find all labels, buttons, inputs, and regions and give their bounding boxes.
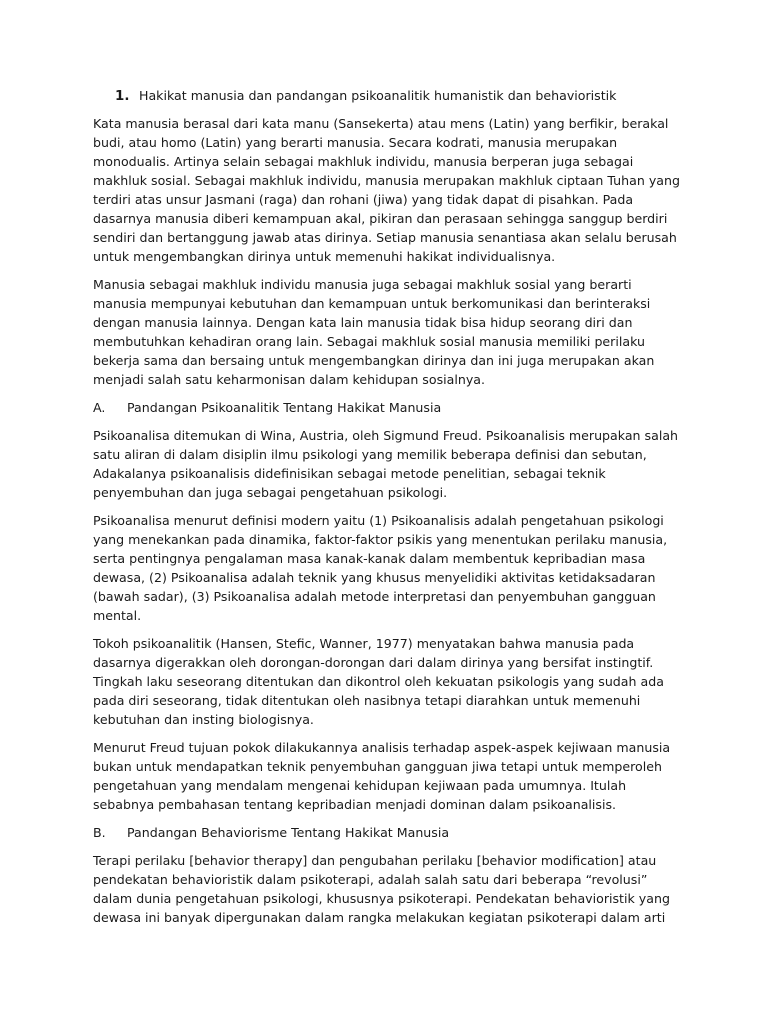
- section-a-paragraph-2: Psikoanalisa menurut definisi modern yaitu (1) Psikoanalisis adalah pengetahuan psikologi yang menekankan pada dinamika, faktor-faktor psikis yang menentukan perilaku manusia, serta pentingnya pengalaman masa kanak-kanak dalam membentuk kepribadian masa dewasa, (2) Psikoanalisa adalah teknik yang khusus menyelidiki aktivitas ketidaksadaran (bawah sadar), (3) Psikoanalisa adalah metode interpretasi dan penyembuhan gangguan mental.: [93, 513, 668, 623]
- document-body: [93, 86, 683, 936]
- section-a-paragraph-3: Tokoh psikoanalitik (Hansen, Stefic, Wanner, 1977) menyatakan bahwa manusia pada dasarnya digerakkan oleh dorongan-dorongan dari dalam dirinya yang bersifat instingtif. Tingkah laku seseorang ditentukan dan dikontrol oleh kekuatan psikologis yang sudah ada pada diri seseorang, tidak ditentukan oleh nasibnya tetapi diarahkan untuk memenuhi kebutuhan dan insting biologisnya.: [93, 636, 664, 727]
- heading-number: 1.: [115, 89, 130, 104]
- section-a-title: Pandangan Psikoanalitik Tentang Hakikat Manusia: [127, 400, 442, 415]
- section-b-paragraph-1: Terapi perilaku [behavior therapy] dan pengubahan perilaku [behavior modification] atau pendekatan behavioristik dalam psikoterapi, adalah salah satu dari beberapa “revolusi” dalam dunia pengetahuan psikologi, khususnya psikoterapi. Pendekatan behavioristik yang dewasa ini banyak dipergunakan dalam rangka melakukan kegiatan psikoterapi dalam arti: [93, 853, 670, 925]
- intro-paragraph-1: Kata manusia berasal dari kata manu (Sansekerta) atau mens (Latin) yang berfikir, berakal budi, atau homo (Latin) yang berarti manusia. Secara kodrati, manusia merupakan monodualis. Artinya selain sebagai makhluk individu, manusia berperan juga sebagai makhluk sosial. Sebagai makhluk individu, manusia merupakan makhluk ciptaan Tuhan yang terdiri atas unsur Jasmani (raga) dan rohani (jiwa) yang tidak dapat di pisahkan. Pada dasarnya manusia diberi kemampuan akal, pikiran dan perasaan sehingga sanggup berdiri sendiri dan bertanggung jawab atas dirinya. Setiap manusia senantiasa akan selalu berusah untuk mengembangkan dirinya untuk memenuhi hakikat individualisnya.: [93, 116, 680, 264]
- section-a-letter: A.: [93, 400, 106, 415]
- section-b-heading: [93, 823, 683, 842]
- main-heading: [115, 86, 683, 106]
- section-a-heading: [93, 398, 683, 417]
- intro-paragraph-2: Manusia sebagai makhluk individu manusia juga sebagai makhluk sosial yang berarti manusia mempunyai kebutuhan dan kemampuan untuk berkomunikasi dan berinteraksi dengan manusia lainnya. Dengan kata lain manusia tidak bisa hidup seorang diri dan membutuhkan kehadiran orang lain. Sebagai makhluk sosial manusia memiliki perilaku bekerja sama dan bersaing untuk mengembangkan dirinya dan ini juga merupakan akan menjadi salah satu keharmonisan dalam kehidupan sosialnya.: [93, 277, 655, 387]
- heading-text: Hakikat manusia dan pandangan psikoanalitik humanistik dan behavioristik: [139, 88, 617, 103]
- section-a-paragraph-1: Psikoanalisa ditemukan di Wina, Austria, oleh Sigmund Freud. Psikoanalisis merupakan salah satu aliran di dalam disiplin ilmu psikologi yang memilik beberapa definisi dan sebutan, Adakalanya psikoanalisis didefinisikan sebagai metode penelitian, sebagai teknik penyembuhan dan juga sebagai pengetahuan psikologi.: [93, 428, 679, 500]
- section-b-letter: B.: [93, 825, 106, 840]
- section-b-title: Pandangan Behaviorisme Tentang Hakikat Manusia: [127, 825, 450, 840]
- section-a-paragraph-4: Menurut Freud tujuan pokok dilakukannya analisis terhadap aspek-aspek kejiwaan manusia bukan untuk mendapatkan teknik penyembuhan gangguan jiwa tetapi untuk memperoleh pengetahuan yang mendalam mengenai kehidupan kejiwaan pada umumnya. Itulah sebabnya pembahasan tentang kepribadian menjadi dominan dalam psikoanalisis.: [93, 740, 671, 812]
